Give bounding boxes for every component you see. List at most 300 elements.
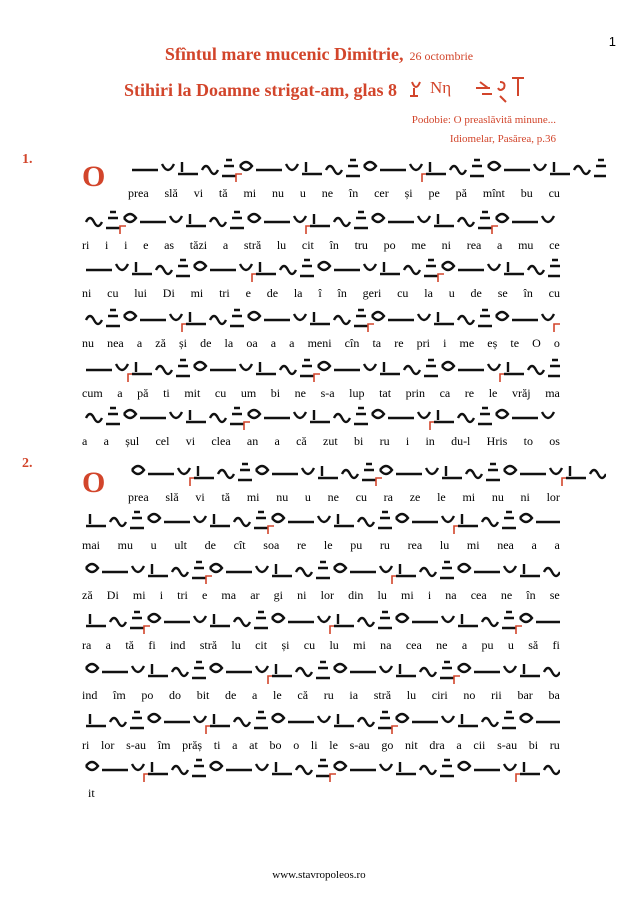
syllable: tă bbox=[125, 638, 135, 652]
syllable: îm bbox=[113, 688, 126, 702]
syllable: ba bbox=[548, 688, 560, 702]
syllable: bar bbox=[517, 688, 533, 702]
red-martyria-sign bbox=[430, 422, 436, 430]
neume-glyph bbox=[300, 360, 314, 376]
neume-glyph bbox=[334, 514, 354, 526]
red-martyria-sign bbox=[144, 626, 150, 634]
neume-glyph bbox=[110, 518, 126, 526]
neume-glyph bbox=[504, 666, 516, 672]
syllable: gi bbox=[273, 588, 284, 602]
syllable: ru bbox=[379, 538, 390, 552]
red-martyria-sign bbox=[206, 576, 212, 584]
neume-glyph bbox=[86, 514, 106, 526]
neume-glyph bbox=[170, 216, 182, 222]
syllable: rii bbox=[491, 688, 502, 702]
syllable: s-a bbox=[320, 386, 335, 400]
syllable: li bbox=[310, 738, 318, 752]
red-martyria-sign bbox=[314, 374, 320, 382]
neume-glyph bbox=[418, 412, 430, 418]
syllable: as bbox=[164, 238, 175, 252]
neume-strip bbox=[82, 504, 560, 538]
neume-strip bbox=[82, 604, 560, 638]
red-martyria-sign bbox=[562, 478, 568, 486]
neume-glyph bbox=[458, 414, 474, 422]
neume-glyph bbox=[442, 466, 462, 478]
neume-glyph bbox=[450, 166, 466, 174]
syllable: vi bbox=[193, 186, 204, 200]
neume-glyph bbox=[86, 664, 98, 672]
syllable: a bbox=[497, 238, 503, 252]
neume-glyph bbox=[418, 314, 430, 320]
neume-glyph bbox=[210, 714, 230, 726]
syllable: în bbox=[329, 238, 339, 252]
syllable: s-au bbox=[126, 738, 147, 752]
neume-glyph bbox=[442, 716, 454, 722]
page-subtitle: Stihiri la Doamne strigat-am, glas 8 bbox=[124, 80, 397, 100]
red-martyria-sign bbox=[330, 774, 336, 782]
syllable: pu bbox=[350, 538, 363, 552]
neume-glyph bbox=[194, 516, 206, 522]
syllable: mu bbox=[518, 238, 534, 252]
syllable: cu bbox=[548, 286, 560, 300]
neume-glyph bbox=[272, 514, 284, 522]
syllable: to bbox=[523, 434, 533, 448]
neume-glyph bbox=[310, 410, 330, 422]
neume-glyph bbox=[550, 468, 562, 474]
syllable: nu bbox=[276, 490, 289, 504]
neume-strip bbox=[82, 252, 560, 286]
syllable: na bbox=[380, 638, 392, 652]
neume-glyph bbox=[442, 362, 454, 370]
syllable: ză bbox=[82, 588, 93, 602]
syllable: și bbox=[179, 336, 188, 350]
neume-glyph bbox=[132, 764, 144, 770]
neume-glyph bbox=[172, 568, 188, 576]
syllable: mînt bbox=[482, 186, 505, 200]
syllable-row bbox=[128, 186, 560, 201]
title-date: 26 octombrie bbox=[409, 49, 474, 63]
neume-glyph bbox=[176, 260, 190, 276]
syllable: Hris bbox=[486, 434, 508, 448]
neume-glyph bbox=[272, 762, 292, 774]
syllable: ar bbox=[250, 588, 260, 602]
syllable: oa bbox=[246, 336, 258, 350]
red-martyria-sign bbox=[392, 576, 398, 584]
neume-glyph bbox=[548, 260, 560, 276]
neume-glyph bbox=[240, 264, 252, 270]
syllable: ni bbox=[297, 588, 307, 602]
neume-glyph bbox=[106, 408, 120, 424]
syllable: bi bbox=[270, 386, 281, 400]
syllable: cu bbox=[397, 286, 409, 300]
syllable: lu bbox=[439, 538, 450, 552]
syllable: ind bbox=[82, 688, 98, 702]
neume-glyph bbox=[528, 366, 544, 374]
neume-glyph bbox=[520, 514, 532, 522]
neume-glyph bbox=[170, 314, 182, 320]
syllable: u bbox=[150, 538, 157, 552]
syllable: nu bbox=[491, 490, 504, 504]
neume-glyph bbox=[310, 312, 330, 324]
music-line bbox=[82, 400, 560, 458]
neume-glyph bbox=[210, 762, 222, 770]
syllable: stră bbox=[373, 688, 392, 702]
syllable: nu bbox=[82, 336, 94, 350]
neume-glyph bbox=[132, 262, 152, 274]
neume-glyph bbox=[256, 262, 276, 274]
syllable: le bbox=[323, 538, 333, 552]
syllable: lup bbox=[349, 386, 365, 400]
red-martyria-sign bbox=[144, 774, 150, 782]
neume-glyph bbox=[434, 410, 454, 422]
neume-strip bbox=[82, 654, 560, 688]
syllable: s-au bbox=[349, 738, 370, 752]
syllable: lu bbox=[276, 238, 287, 252]
syllable: ru bbox=[323, 688, 334, 702]
neume-glyph bbox=[574, 166, 590, 174]
syllable: pu bbox=[481, 638, 494, 652]
syllable: ra bbox=[383, 490, 393, 504]
syllable: ză bbox=[155, 336, 166, 350]
syllable: nea bbox=[497, 538, 514, 552]
syllable: le bbox=[329, 738, 338, 752]
syllable: a bbox=[103, 434, 109, 448]
neume-glyph bbox=[426, 162, 446, 174]
neume-glyph bbox=[192, 760, 206, 776]
neume-glyph bbox=[458, 514, 478, 526]
red-martyria-sign bbox=[268, 676, 274, 684]
syllable: nu bbox=[271, 186, 284, 200]
syllable: te bbox=[510, 336, 520, 350]
syllable: a bbox=[270, 336, 277, 350]
neume-glyph bbox=[358, 518, 374, 526]
neume-glyph bbox=[502, 512, 516, 528]
neume-glyph bbox=[294, 412, 306, 418]
neume-glyph bbox=[194, 362, 206, 370]
syllable: cu bbox=[214, 386, 227, 400]
neume-glyph bbox=[520, 714, 532, 722]
syllable: ne bbox=[327, 490, 339, 504]
syllable: cit bbox=[255, 638, 268, 652]
syllable: clea bbox=[211, 434, 231, 448]
neume-glyph bbox=[334, 614, 354, 626]
syllable: e bbox=[201, 588, 208, 602]
neume-glyph bbox=[156, 266, 172, 274]
syllable: a bbox=[117, 386, 123, 400]
neume-glyph bbox=[542, 216, 554, 222]
syllable: do bbox=[169, 688, 182, 702]
syllable: de bbox=[200, 336, 212, 350]
neume-glyph bbox=[440, 662, 454, 678]
syllable: îm bbox=[157, 738, 171, 752]
neume-glyph bbox=[86, 614, 106, 626]
neume-glyph bbox=[424, 360, 438, 376]
syllable: lu bbox=[406, 688, 417, 702]
syllable: tă bbox=[218, 186, 228, 200]
neume-glyph bbox=[334, 218, 350, 226]
syllable: O bbox=[532, 336, 541, 350]
syllable: me bbox=[459, 336, 475, 350]
red-martyria-sign bbox=[438, 274, 444, 282]
syllable: i bbox=[427, 588, 432, 602]
neume-glyph bbox=[544, 568, 560, 576]
neume-glyph bbox=[420, 568, 436, 576]
drop-cap: O bbox=[82, 160, 106, 193]
syllable: ri bbox=[82, 238, 90, 252]
neume-glyph bbox=[156, 366, 172, 374]
syllable: le bbox=[437, 490, 446, 504]
neume-glyph bbox=[194, 716, 206, 722]
neume-glyph bbox=[488, 264, 500, 270]
neume-glyph bbox=[354, 212, 368, 228]
syllable: no bbox=[463, 688, 476, 702]
syllable: a bbox=[456, 738, 462, 752]
red-martyria-sign bbox=[454, 526, 460, 534]
neume-glyph bbox=[372, 312, 384, 320]
neume-glyph bbox=[248, 214, 260, 222]
neume-glyph bbox=[380, 566, 392, 572]
syllable: u bbox=[304, 490, 311, 504]
syllable: prin bbox=[405, 386, 425, 400]
syllable: pă bbox=[455, 186, 467, 200]
syllable: bo bbox=[269, 738, 282, 752]
page-title bbox=[0, 44, 638, 65]
syllable: a bbox=[461, 638, 468, 652]
neume-glyph bbox=[354, 310, 368, 326]
neume-glyph bbox=[210, 564, 222, 572]
syllable: se bbox=[549, 588, 560, 602]
syllable: pă bbox=[137, 386, 149, 400]
syllable: i bbox=[105, 238, 109, 252]
neume-glyph bbox=[442, 516, 454, 522]
syllable: s-au bbox=[497, 738, 518, 752]
syllable: și bbox=[281, 638, 290, 652]
neume-glyph bbox=[130, 612, 144, 628]
neume-glyph bbox=[86, 714, 106, 726]
neume-glyph bbox=[478, 408, 492, 424]
neume-glyph bbox=[486, 464, 500, 480]
neume-glyph bbox=[334, 564, 346, 572]
neume-glyph bbox=[358, 718, 374, 726]
neume-glyph bbox=[210, 614, 230, 626]
neume-glyph bbox=[300, 260, 314, 276]
syllable: mit bbox=[184, 386, 201, 400]
neume-glyph bbox=[342, 470, 358, 478]
syllable: nit bbox=[405, 738, 418, 752]
neume-glyph bbox=[410, 164, 422, 170]
syllable: în bbox=[337, 286, 347, 300]
syllable: pri bbox=[416, 336, 430, 350]
syllable: i bbox=[159, 588, 164, 602]
neume-strip bbox=[128, 456, 606, 490]
neume-glyph bbox=[256, 362, 276, 374]
syllable: cîn bbox=[344, 336, 360, 350]
neume-glyph bbox=[396, 664, 416, 676]
neume-glyph bbox=[192, 662, 206, 678]
neume-glyph bbox=[124, 214, 136, 222]
neume-glyph bbox=[172, 766, 188, 774]
neume-glyph bbox=[318, 466, 338, 478]
syllable: ciri bbox=[431, 688, 448, 702]
neume-glyph bbox=[296, 766, 312, 774]
syllable: pe bbox=[428, 186, 440, 200]
neume-glyph bbox=[116, 364, 128, 370]
neume-glyph bbox=[318, 516, 330, 522]
syllable: ce bbox=[549, 238, 560, 252]
neume-glyph bbox=[318, 616, 330, 622]
neume-glyph bbox=[482, 618, 498, 626]
syllable-row bbox=[82, 738, 560, 753]
syllable: nea bbox=[107, 336, 124, 350]
neume-glyph bbox=[130, 712, 144, 728]
syllable-row bbox=[82, 286, 560, 301]
neume-glyph bbox=[248, 312, 260, 320]
neume-glyph bbox=[148, 762, 168, 774]
syllable: a bbox=[136, 336, 143, 350]
syllable: ni bbox=[441, 238, 452, 252]
neume-glyph bbox=[302, 468, 314, 474]
neume-glyph bbox=[254, 612, 268, 628]
neume-glyph bbox=[318, 262, 330, 270]
neume-glyph bbox=[316, 562, 330, 578]
syllable: a bbox=[252, 688, 258, 702]
syllable: o bbox=[553, 336, 560, 350]
neume-glyph bbox=[470, 160, 484, 176]
neume-glyph bbox=[210, 664, 222, 672]
drop-cap: O bbox=[82, 466, 106, 499]
syllable: um bbox=[240, 386, 257, 400]
neume-glyph bbox=[380, 362, 400, 374]
neume-glyph bbox=[334, 714, 354, 726]
verse-number: 1. bbox=[22, 152, 33, 167]
neume-glyph bbox=[434, 214, 454, 226]
syllable: ne bbox=[294, 386, 306, 400]
neume-glyph bbox=[132, 666, 144, 672]
neume-glyph bbox=[478, 212, 492, 228]
neume-strip bbox=[82, 400, 560, 434]
neume-glyph bbox=[354, 408, 368, 424]
syllable: mi bbox=[466, 538, 480, 552]
neume-glyph bbox=[210, 316, 226, 324]
syllable: mai bbox=[82, 538, 100, 552]
neume-glyph bbox=[504, 466, 516, 474]
page-number: 1 bbox=[608, 34, 616, 49]
podobie-note: Podobie: O preaslăvită minune... bbox=[411, 114, 556, 126]
neume-glyph bbox=[172, 668, 188, 676]
syllable: cea bbox=[405, 638, 422, 652]
neume-glyph bbox=[364, 264, 376, 270]
syllable: ne bbox=[436, 638, 448, 652]
syllable: le bbox=[488, 386, 498, 400]
syllable-row bbox=[82, 688, 560, 703]
neume-glyph bbox=[272, 564, 292, 576]
neume-glyph bbox=[396, 564, 416, 576]
syllable: a bbox=[222, 238, 229, 252]
syllable: ra bbox=[82, 638, 92, 652]
neume-strip bbox=[82, 554, 560, 588]
neume-glyph bbox=[286, 164, 298, 170]
neume-glyph bbox=[148, 714, 160, 722]
neume-glyph bbox=[86, 564, 98, 572]
syllable-row bbox=[82, 434, 560, 449]
neume-glyph bbox=[254, 512, 268, 528]
neume-glyph bbox=[296, 668, 312, 676]
neume-glyph bbox=[106, 310, 120, 326]
neume-glyph bbox=[110, 618, 126, 626]
syllable: u bbox=[507, 638, 514, 652]
syllable: fi bbox=[552, 638, 560, 652]
neume-glyph bbox=[550, 162, 570, 174]
red-martyria-sign bbox=[182, 324, 188, 332]
syllable: că bbox=[296, 434, 307, 448]
syllable: mi bbox=[243, 186, 257, 200]
syllable: a bbox=[554, 538, 560, 552]
syllable: e bbox=[245, 286, 251, 300]
neume-glyph bbox=[132, 566, 144, 572]
neume-glyph bbox=[124, 410, 136, 418]
neume-glyph bbox=[458, 664, 470, 672]
neume-glyph bbox=[316, 760, 330, 776]
neume-glyph bbox=[234, 718, 250, 726]
syllable-row bbox=[82, 638, 560, 653]
syllable-row bbox=[82, 336, 560, 351]
syllable: ult bbox=[174, 538, 187, 552]
syllable: i bbox=[124, 238, 128, 252]
syllable: la bbox=[224, 336, 234, 350]
syllable: î bbox=[318, 286, 322, 300]
red-martyria-sign bbox=[128, 374, 134, 382]
neume-glyph bbox=[272, 614, 284, 622]
neume-glyph bbox=[418, 216, 430, 222]
syllable: lor bbox=[546, 490, 560, 504]
neume-glyph bbox=[502, 712, 516, 728]
syllable: ta bbox=[372, 336, 382, 350]
syllable: tăzi bbox=[189, 238, 208, 252]
syllable: să bbox=[528, 638, 539, 652]
neume-glyph bbox=[590, 470, 606, 478]
syllable: mi bbox=[246, 490, 260, 504]
syllable: geri bbox=[362, 286, 382, 300]
source-note: Idiomelar, Pasărea, p.36 bbox=[449, 133, 556, 145]
neume-glyph bbox=[230, 408, 244, 424]
neume-glyph bbox=[378, 612, 392, 628]
syllable: lor bbox=[320, 588, 334, 602]
syllable: cu bbox=[355, 490, 367, 504]
syllable: slă bbox=[164, 186, 178, 200]
neume-glyph bbox=[218, 470, 234, 478]
red-martyria-sign bbox=[120, 226, 126, 234]
neume-glyph bbox=[280, 266, 296, 274]
neume-glyph bbox=[380, 466, 392, 474]
syllable: cu bbox=[548, 186, 560, 200]
syllable: Di bbox=[106, 588, 119, 602]
neume-glyph bbox=[178, 162, 198, 174]
syllable: a bbox=[289, 336, 295, 350]
syllable: i bbox=[443, 336, 447, 350]
neume-glyph bbox=[230, 310, 244, 326]
syllable-row bbox=[82, 538, 560, 553]
neume-glyph bbox=[318, 716, 330, 722]
syllable: cît bbox=[233, 538, 246, 552]
syllable: po bbox=[141, 688, 154, 702]
neume-glyph bbox=[372, 214, 384, 222]
syllable: in bbox=[425, 434, 435, 448]
syllable: stră bbox=[243, 238, 262, 252]
neume-glyph bbox=[248, 410, 260, 418]
neume-glyph bbox=[240, 364, 252, 370]
neume-glyph bbox=[504, 362, 524, 374]
syllable: ru bbox=[379, 434, 390, 448]
